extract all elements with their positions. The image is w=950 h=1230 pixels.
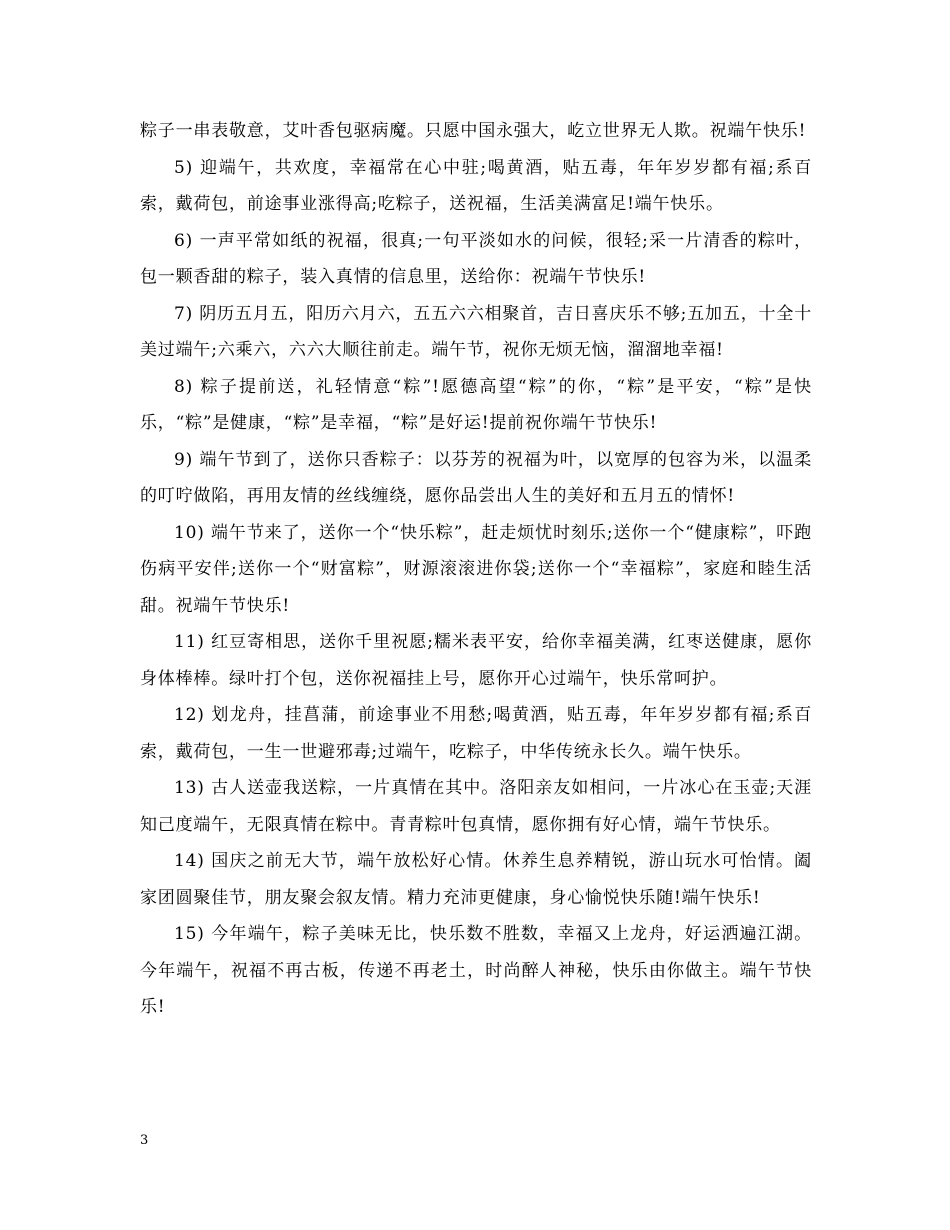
- paragraph-intro: 粽子一串表敬意，艾叶香包驱病魔。只愿中国永强大，屹立世界无人欺。祝端午快乐!: [140, 121, 807, 141]
- paragraph-10: 10) 端午节来了，送你一个“快乐粽”，赶走烦忧时刻乐;送你一个“健康粽”，吓跑伤病平安伴;送你一个“财富粽”，财源滚滚进你袋;送你一个“幸福粽”，家庭和睦生活甜。祝端午节快乐!: [140, 522, 812, 616]
- page-number: 3: [140, 1133, 149, 1148]
- paragraph-8: 8) 粽子提前送，礼轻情意“粽”!愿德高望“粽”的你，“粽”是平安，“粽”是快乐，“粽”是健康，“粽”是幸福，“粽”是好运!提前祝你端午节快乐!: [140, 376, 812, 433]
- document-body: [140, 113, 812, 1026]
- paragraph-11: 11) 红豆寄相思，送你千里祝愿;糯米表平安，给你幸福美满，红枣送健康，愿你身体棒棒。绿叶打个包，送你祝福挂上号，愿你开心过端午，快乐常呵护。: [140, 632, 812, 689]
- paragraph-5: 5) 迎端午，共欢度，幸福常在心中驻;喝黄酒，贴五毒，年年岁岁都有福;系百索，戴荷包，前途事业涨得高;吃粽子，送祝福，生活美满富足!端午快乐。: [140, 157, 812, 214]
- paragraph-12: 12) 划龙舟，挂菖蒲，前途事业不用愁;喝黄酒，贴五毒，年年岁岁都有福;系百索，戴荷包，一生一世避邪毒;过端午，吃粽子，中华传统永长久。端午快乐。: [140, 705, 812, 762]
- paragraph-9: 9) 端午节到了，送你只香粽子：以芬芳的祝福为叶，以宽厚的包容为米，以温柔的叮咛做陷，再用友情的丝线缠绕，愿你品尝出人生的美好和五月五的情怀!: [140, 449, 812, 506]
- paragraph-14: 14) 国庆之前无大节，端午放松好心情。休养生息养精锐，游山玩水可怡情。阖家团圆聚佳节，朋友聚会叙友情。精力充沛更健康，身心愉悦快乐随!端午快乐!: [140, 851, 812, 908]
- paragraph-7: 7) 阴历五月五，阳历六月六，五五六六相聚首，吉日喜庆乐不够;五加五，十全十美过端午;六乘六，六六大顺往前走。端午节，祝你无烦无恼，溜溜地幸福!: [140, 303, 812, 360]
- paragraph-6: 6) 一声平常如纸的祝福，很真;一句平淡如水的问候，很轻;采一片清香的粽叶，包一颗香甜的粽子，装入真情的信息里，送给你：祝端午节快乐!: [140, 230, 812, 287]
- paragraph-15: 15) 今年端午，粽子美味无比，快乐数不胜数，幸福又上龙舟，好运洒遍江湖。今年端午，祝福不再古板，传递不再老土，时尚醉人神秘，快乐由你做主。端午节快乐!: [140, 924, 812, 1017]
- paragraph-13: 13) 古人送壶我送粽，一片真情在其中。洛阳亲友如相问，一片冰心在玉壶;天涯知己度端午，无限真情在粽中。青青粽叶包真情，愿你拥有好心情，端午节快乐。: [140, 778, 812, 835]
